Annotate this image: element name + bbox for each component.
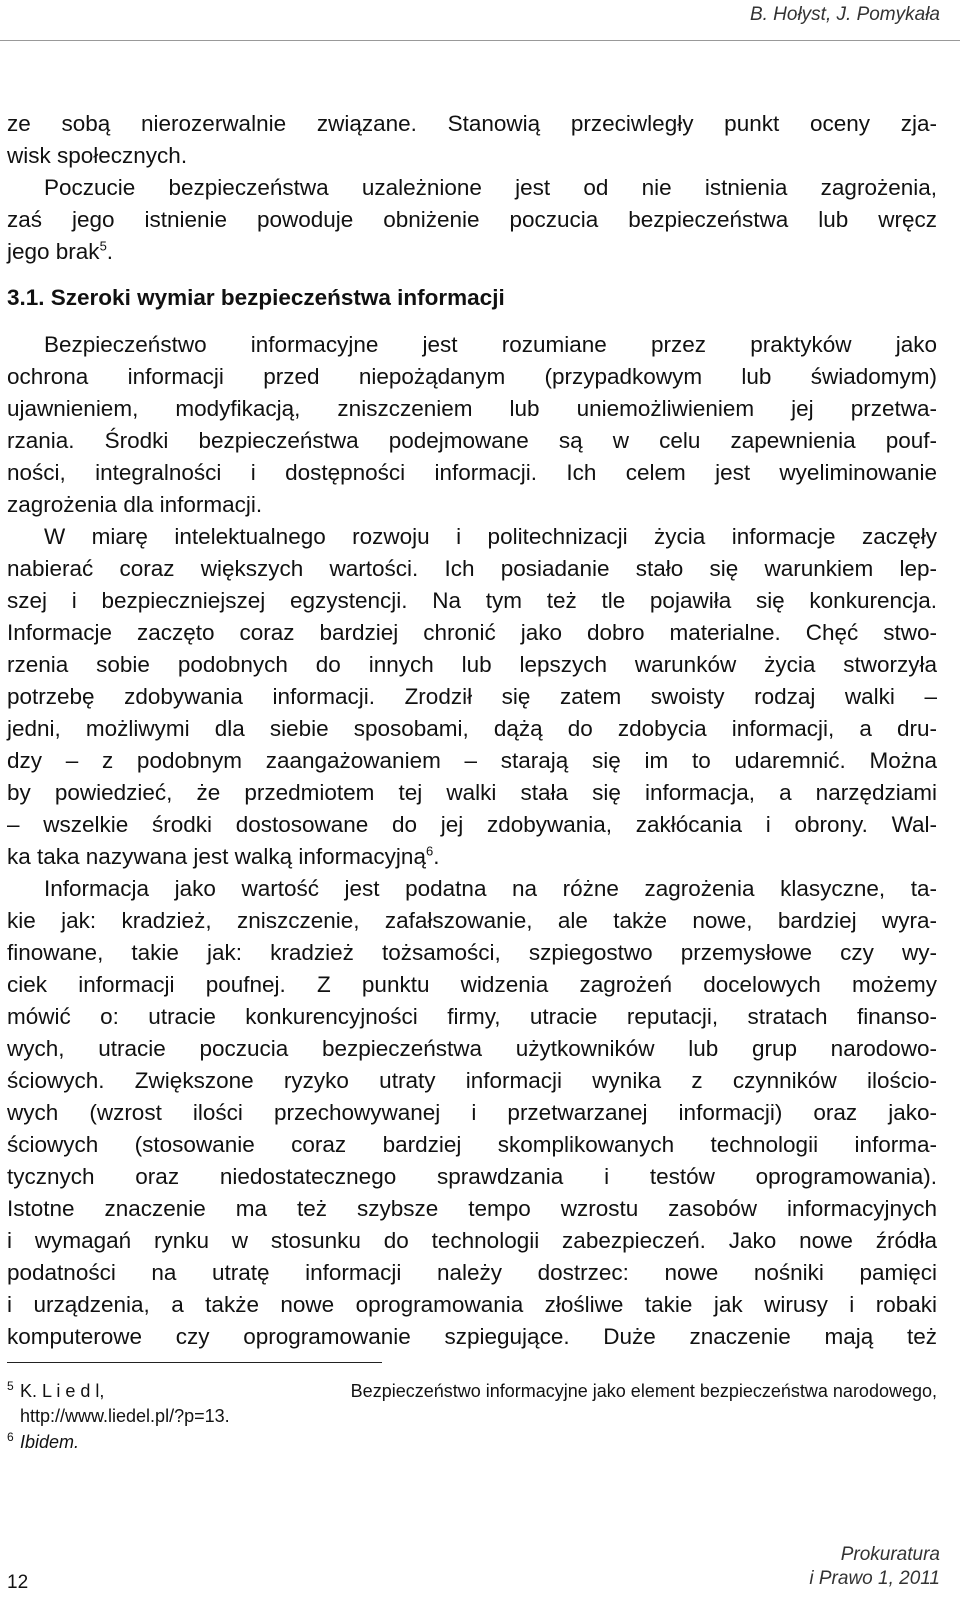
text-line: wych, utracie poczucia bezpieczeństwa użytkowników lub grup narodowo- — [7, 1036, 937, 1061]
text-line: zagrożenia dla informacji. — [7, 492, 263, 517]
text-line: by powiedzieć, że przedmiotem tej walki stała się informacja, a narzędziami — [7, 780, 937, 805]
footnote-ref-5: 5 — [99, 238, 107, 254]
text-line: ochrona informacji przed niepożądanym (przypadkowym lub świadomym) — [7, 364, 937, 389]
text-line: i wymagań rynku w stosunku do technologii zabezpieczeń. Jako nowe źródła — [7, 1228, 937, 1253]
text-line: jedni, możliwymi dla siebie sposobami, dążą do zdobycia informacji, a dru- — [7, 716, 937, 741]
text-line: tycznych oraz niedostatecznego sprawdzania i testów oprogramowania). — [7, 1164, 937, 1189]
footnote-rule — [7, 1362, 382, 1363]
footnote-5-text: Bezpieczeństwo informacyjne jako element bezpieczeństwa narodowego, — [350, 1381, 937, 1401]
text-line: zaś jego istnienie powoduje obniżenie poczucia bezpieczeństwa lub wręcz — [7, 207, 937, 232]
footnote-6-mark — [7, 1431, 14, 1453]
text-line: Informacje zaczęto coraz bardziej chronić jako dobro materialne. Chęć stwo- — [7, 620, 937, 645]
footnote-number: 5 — [7, 1379, 14, 1393]
text-line: wisk społecznych. — [7, 143, 188, 168]
text-line: rzenia sobie podobnych do innych lub lepszych warunków życia stworzyła — [7, 652, 937, 677]
footnote-5-author: K. L i e d l, — [20, 1381, 105, 1401]
text-line: wych (wzrost ilości przechowywanej i przetwarzanej informacji) oraz jako- — [7, 1100, 937, 1125]
text-line-content: jego brak — [7, 239, 100, 264]
section-heading: 3.1. Szeroki wymiar bezpieczeństwa informacji — [7, 285, 505, 310]
footnote-number: 6 — [7, 1430, 14, 1444]
text-line: ka taka nazywana jest walką informacyjną$^6$. — [7, 843, 440, 869]
journal-footer — [809, 1543, 940, 1591]
text-line: Informacja jako wartość jest podatna na różne zagrożenia klasyczne, ta- — [44, 876, 937, 901]
text-line: ściowych (stosowanie coraz bardziej skomplikowanych technologii informa- — [7, 1132, 937, 1157]
text-line: ściowych. Zwiększone ryzyko utraty informacji wynika z czynników ilościo- — [7, 1068, 937, 1093]
footnote-6-text: Ibidem. — [20, 1432, 80, 1452]
text-line: ciek informacji poufnej. Z punktu widzenia zagrożeń docelowych możemy — [7, 972, 937, 997]
text-line: W miarę intelektualnego rozwoju i politechnizacji życia informacje zaczęły — [44, 524, 937, 549]
text-line: jego brak$^5$. — [7, 238, 114, 264]
running-head: B. Hołyst, J. Pomykała — [749, 4, 940, 25]
footnote-5 — [20, 1380, 937, 1402]
text-line: ze sobą nierozerwalnie związane. Stanowią przeciwległy punkt oceny zja- — [7, 111, 937, 136]
text-line-content: ka taka nazywana jest walką informacyjną — [7, 844, 426, 869]
text-line: potrzebę zdobywania informacji. Zrodził się zatem swoisty rodzaj walki – — [7, 684, 937, 709]
footnote-5-mark — [7, 1380, 14, 1402]
text-line: i urządzenia, a także nowe oprogramowania złośliwe takie jak wirusy i robaki — [7, 1292, 937, 1317]
page-number: 12 — [7, 1572, 29, 1593]
footnote-5-url: http://www.liedel.pl/?p=13. — [20, 1406, 230, 1426]
header-rule — [0, 40, 960, 41]
journal-title: Prokuratura — [840, 1544, 940, 1565]
text-line: Istotne znaczenie ma też szybsze tempo wzrostu zasobów informacyjnych — [7, 1196, 937, 1221]
journal-issue: i Prawo 1, 2011 — [809, 1568, 940, 1589]
text-line: Poczucie bezpieczeństwa uzależnione jest od nie istnienia zagrożenia, — [44, 175, 937, 200]
text-line: komputerowe czy oprogramowanie szpiegujące. Duże znaczenie mają też — [7, 1324, 937, 1349]
text-line: finowane, takie jak: kradzież tożsamości, szpiegostwo przemysłowe czy wy- — [7, 940, 937, 965]
text-line: Bezpieczeństwo informacyjne jest rozumiane przez praktyków jako — [44, 332, 937, 357]
text-line: mówić o: utracie konkurencyjności firmy, utracie reputacji, stratach finanso- — [7, 1004, 937, 1029]
text-line: dzy – z podobnym zaangażowaniem – starają się im to udaremnić. Można — [7, 748, 937, 773]
text-line: rzania. Środki bezpieczeństwa podejmowane są w celu zapewnienia pouf- — [7, 428, 937, 453]
text-line: – wszelkie środki dostosowane do jej zdobywania, zakłócania i obrony. Wal- — [7, 812, 937, 837]
text-line: ności, integralności i dostępności informacji. Ich celem jest wyeliminowanie — [7, 460, 937, 485]
text-line: szej i bezpieczniejszej egzystencji. Na tym też tle pojawiła się konkurencja. — [7, 588, 937, 613]
footnote-ref-6: 6 — [425, 843, 434, 859]
text-line: podatności na utratę informacji należy dostrzec: nowe nośniki pamięci — [7, 1260, 937, 1285]
text-line: nabierać coraz większych wartości. Ich posiadanie stało się warunkiem lep- — [7, 556, 937, 581]
text-line: kie jak: kradzież, zniszczenie, zafałszowanie, ale także nowe, bardziej wyra- — [7, 908, 937, 933]
text-line: ujawnieniem, modyfikacją, zniszczeniem lub uniemożliwieniem jej przetwa- — [7, 396, 937, 421]
